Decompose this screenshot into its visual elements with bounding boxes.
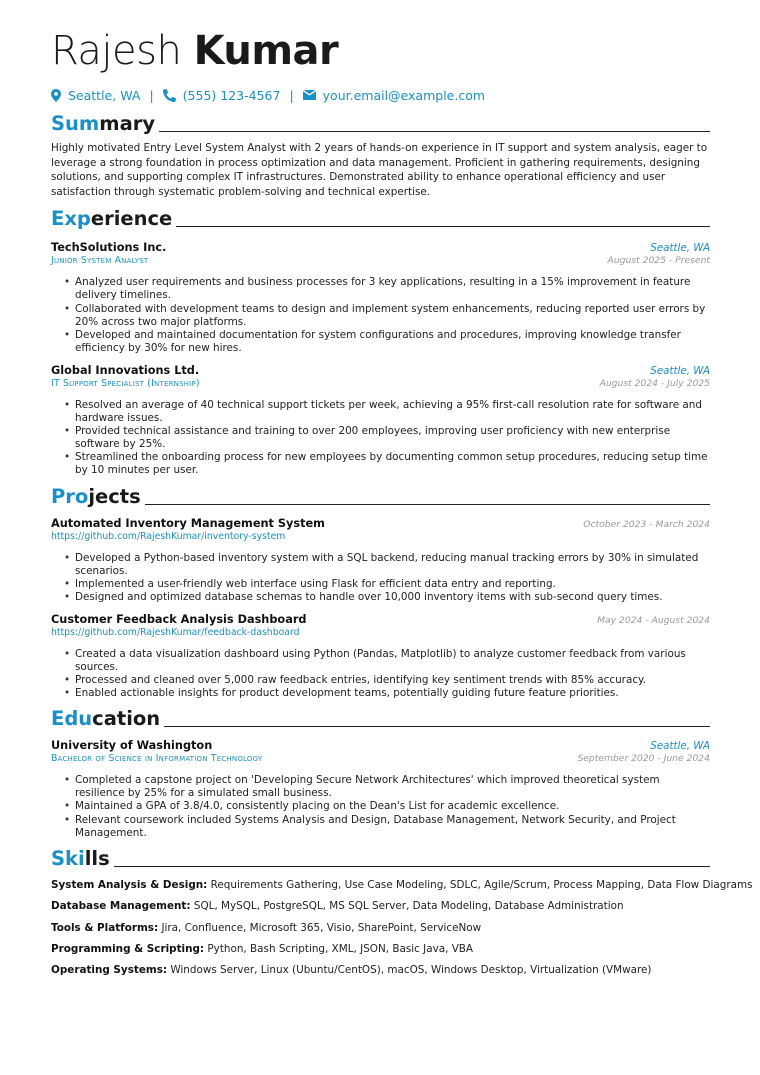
project-link[interactable]: https://github.com/RajeshKumar/inventory-system: [51, 530, 286, 542]
bullet-item: • Created a data visualization dashboard using Python (Pandas, Matplotlib) to analyze customer feedback from various sources.: [75, 648, 710, 674]
bullet-item: • Designed and optimized database schemas to handle over 10,000 inventory items with sub-second query times.: [75, 591, 710, 604]
job-dates: August 2025 - Present: [607, 255, 710, 267]
skill-value: Jira, Confluence, Microsoft 365, Visio, SharePoint, ServiceNow: [161, 921, 482, 934]
skill-value: Windows Server, Linux (Ubuntu/CentOS), macOS, Windows Desktop, Virtualization (VMware): [170, 964, 652, 977]
phone-icon: [163, 89, 176, 102]
contact-separator: |: [289, 87, 294, 103]
bullet-item: • Provided technical assistance and training to over 200 employees, improving user proficiency with new enterprise software by 25%.: [75, 425, 710, 451]
skill-label: Tools & Platforms:: [51, 921, 159, 934]
skill-value: Python, Bash Scripting, XML, JSON, Basic Java, VBA: [207, 942, 474, 955]
job-location: Seattle, WA: [650, 364, 710, 377]
bullet-item: • Enabled actionable insights for product development teams, potentially guiding future feature priorities.: [75, 687, 710, 700]
job-role: Junior System Analyst: [51, 255, 149, 267]
project-dates: May 2024 - August 2024: [597, 614, 710, 626]
skill-row: [51, 899, 710, 913]
bullet-item: • Processed and cleaned over 5,000 raw feedback entries, identifying key sentiment trends with 85% accuracy.: [75, 674, 710, 687]
education-bullets: [51, 774, 710, 839]
bullet-item: • Maintained a GPA of 3.8/4.0, consistently placing on the Dean's List for academic excellence.: [75, 800, 710, 813]
heading-rule: [164, 726, 710, 727]
heading-accent: Sum: [51, 112, 100, 135]
company-name: Global Innovations Ltd.: [51, 363, 200, 377]
job-bullets: [51, 276, 710, 355]
contact-line: [51, 86, 710, 104]
job-dates: August 2024 - July 2025: [599, 377, 710, 389]
school-location: Seattle, WA: [650, 740, 710, 753]
heading-accent: Pro: [51, 484, 89, 508]
contact-phone[interactable]: [163, 88, 281, 103]
education-entry: [51, 739, 710, 839]
projects-heading: [51, 486, 710, 508]
heading-rule: [176, 226, 710, 227]
bullet-item: • Analyzed user requirements and business processes for 3 key applications, resulting in a 15% improvement in feature delivery timelines.: [75, 276, 710, 302]
heading-accent: Edu: [51, 707, 93, 731]
heading-rest: mary: [99, 112, 156, 135]
bullet-item: • Implemented a user-friendly web interface using Flask for efficient data entry and reporting.: [75, 578, 710, 591]
skills-list: [51, 878, 753, 978]
heading-rest: erience: [90, 207, 173, 231]
experience-entry: [51, 241, 710, 355]
email-link: your.email@example.com: [322, 87, 486, 103]
education-dates: September 2020 - June 2024: [577, 753, 710, 765]
phone-text: (555) 123-4567: [182, 87, 281, 103]
project-title: Automated Inventory Management System: [51, 516, 325, 530]
project-dates: October 2023 - March 2024: [583, 518, 710, 530]
envelope-icon: [303, 90, 316, 100]
skill-label: Programming & Scripting:: [51, 942, 205, 955]
project-bullets: [51, 552, 710, 604]
heading-rule: [159, 131, 710, 132]
first-name: Rajesh: [51, 28, 182, 74]
map-marker-icon: [51, 89, 61, 102]
skill-label: Database Management:: [51, 900, 191, 913]
skill-label: Operating Systems:: [51, 964, 168, 977]
candidate-name: [51, 0, 710, 76]
last-name: Kumar: [193, 28, 339, 74]
bullet-item: • Collaborated with development teams to design and implement system enhancements, reducing reported user errors by 20% across two major platforms.: [75, 303, 710, 329]
skill-row: [51, 963, 710, 977]
project-link[interactable]: https://github.com/RajeshKumar/feedback-dashboard: [51, 626, 300, 638]
skills-heading: [51, 848, 710, 870]
skill-row: [51, 878, 753, 892]
project-entry: [51, 517, 710, 604]
heading-rule: [114, 866, 710, 867]
bullet-item: • Developed a Python-based inventory system with a SQL backend, reducing manual tracking errors by 30% in simulated scenarios.: [75, 552, 710, 578]
location-text: Seattle, WA: [68, 87, 141, 103]
experience-entry: [51, 364, 710, 478]
project-title: Customer Feedback Analysis Dashboard: [51, 612, 307, 626]
heading-rest: jects: [88, 484, 141, 508]
bullet-item: • Relevant coursework included Systems Analysis and Design, Database Management, Network Security, and Project Management.: [75, 814, 710, 840]
bullet-item: • Developed and maintained documentation for system configurations and procedures, improving knowledge transfer efficiency by 30% for new hires.: [75, 329, 710, 355]
project-entry: [51, 613, 710, 700]
job-role: IT Support Specialist (Internship): [51, 377, 200, 389]
company-name: TechSolutions Inc.: [51, 241, 167, 255]
skill-label: System Analysis & Design:: [51, 878, 208, 891]
heading-rest: cation: [92, 707, 161, 731]
heading-accent: Exp: [51, 207, 91, 231]
job-location: Seattle, WA: [650, 242, 710, 255]
heading-rule: [145, 504, 710, 505]
skill-value: Requirements Gathering, Use Case Modeling, SDLC, Agile/Scrum, Process Mapping, Data Flow Diagrams: [210, 878, 753, 891]
degree-name: Bachelor of Science in Information Technology: [51, 753, 263, 765]
contact-location: [51, 88, 140, 103]
experience-heading: [51, 208, 710, 230]
heading-rest: lls: [84, 846, 110, 870]
project-bullets: [51, 648, 710, 700]
contact-separator: |: [149, 87, 154, 103]
education-heading: [51, 708, 710, 730]
heading-accent: Ski: [51, 846, 85, 870]
school-name: University of Washington: [51, 739, 213, 753]
job-bullets: [51, 399, 710, 478]
bullet-item: • Streamlined the onboarding process for new employees by documenting common setup procedures, reducing setup time by 10 minutes per user.: [75, 451, 710, 477]
summary-text: Highly motivated Entry Level System Analyst with 2 years of hands-on experience in IT support and system analysis, eager to leverage a strong foundation in process optimization and data management. Proficient in gathering requirements, designing solutions, and supporting complex IT infrastructures. Demonstrated ability to enhance operational efficiency and user satisfaction through systematic problem-solving and technical expertise.: [51, 142, 708, 198]
skill-row: [51, 921, 710, 935]
bullet-item: • Resolved an average of 40 technical support tickets per week, achieving a 95% first-call resolution rate for software and hardware issues.: [75, 399, 710, 425]
skill-row: [51, 942, 710, 956]
summary-heading: [51, 113, 710, 135]
contact-email[interactable]: [303, 88, 485, 103]
bullet-item: • Completed a capstone project on 'Developing Secure Network Architectures' which improved theoretical system resilience by 25% for a simulated small business.: [75, 774, 710, 800]
skill-value: SQL, MySQL, PostgreSQL, MS SQL Server, Data Modeling, Database Administration: [193, 900, 624, 913]
